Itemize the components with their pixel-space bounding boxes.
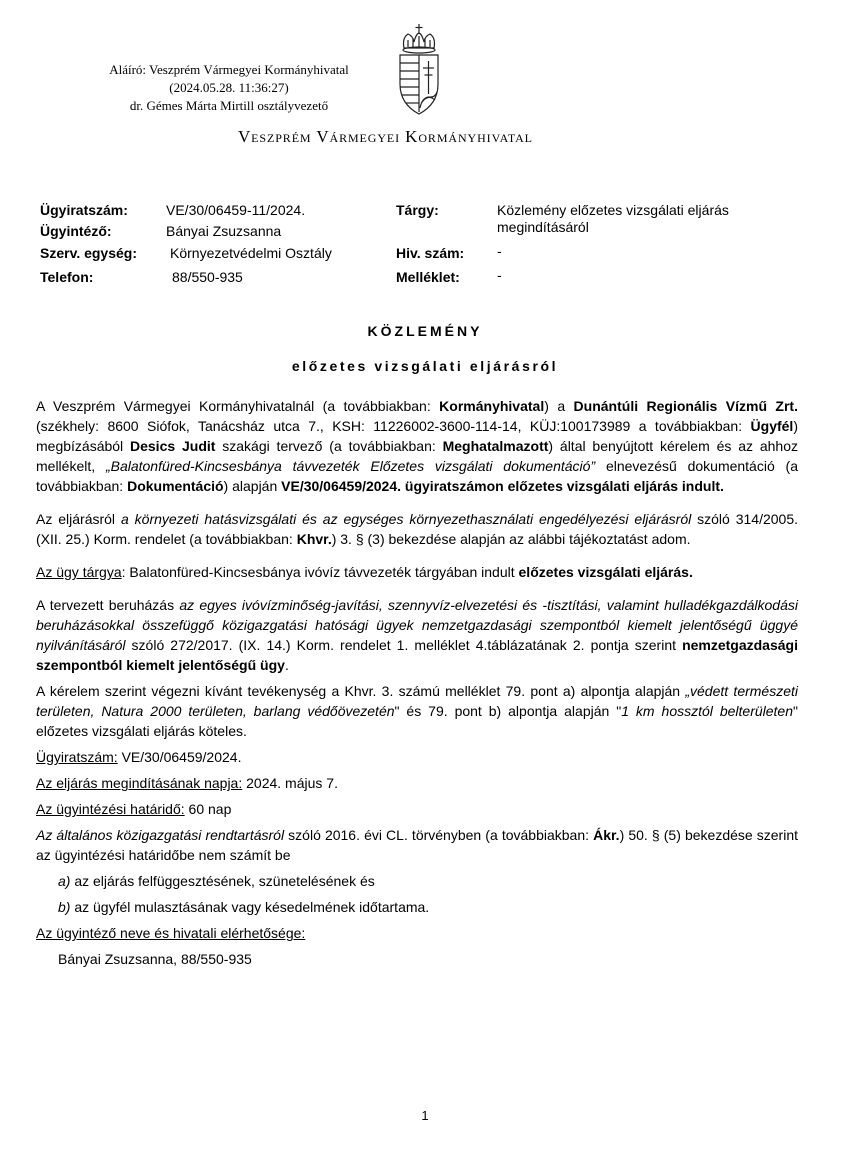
text-underlined: Az ügyintézési határidő: (36, 801, 185, 817)
text-bold: Dokumentáció (127, 478, 224, 494)
text-underlined: Az eljárás megindításának napja: (36, 775, 243, 791)
office-name-text: Veszprém Vármegyei Kormányhivatal (238, 127, 533, 146)
text-underlined: Az ügy tárgya (36, 564, 122, 580)
text-bold: Kormányhivatal (439, 398, 545, 414)
text: szóló 272/2017. (IX. 14.) Korm. rendelet 1. melléklet 4.táblázatának 2. pontja szerint (125, 637, 683, 653)
unit-value: Környezetvédelmi Osztály (170, 245, 332, 261)
list-marker: a) (58, 873, 71, 889)
page-number: 1 (421, 1108, 429, 1123)
unit-label: Szerv. egység: (40, 245, 138, 261)
text-bold: Meghatalmazott (442, 438, 549, 454)
text: elnevezésű dokumentáció (a továbbiakban: (36, 458, 799, 494)
text: ) 3. § (3) bekezdése alapján az alábbi tájékoztatást adom. (331, 531, 691, 547)
list-item (36, 897, 798, 917)
text-underlined: Ügyiratszám: (36, 749, 118, 765)
text: ) által benyújtott kérelem és az ahhoz mellékelt, (36, 438, 798, 474)
text-underlined: Az ügyintéző neve és hivatali elérhetősége: (36, 925, 306, 941)
text: A kérelem szerint végezni kívánt tevékenység a Khvr. 3. számú melléklet 79. pont a) alpontja alapján (36, 683, 686, 699)
text: szóló 2016. évi CL. törvényben (a továbbiakban: (284, 827, 594, 843)
document-body (36, 396, 798, 969)
contact-label-line (36, 923, 798, 943)
text: Bányai Zsuzsanna, 88/550-935 (58, 951, 252, 967)
text-bold: Ákr. (593, 827, 620, 843)
paragraph-subject (36, 562, 798, 582)
text: : Balatonfüred-Kincsesbánya ivóvíz távvezeték tárgyában indult (121, 564, 519, 580)
text: A tervezett beruházás (36, 597, 180, 613)
text-italic: a környezeti hatásvizsgálati és az egységes környezethasználati engedélyezési eljárásról (120, 511, 692, 527)
signer-line-1: Aláíró: Veszprém Vármegyei Kormányhivatal (109, 62, 349, 77)
officer-value: Bányai Zsuzsanna (166, 223, 282, 239)
text: 60 nap (184, 801, 232, 817)
text-bold: VE/30/06459/2024. ügyiratszámon előzetes vizsgálati eljárás indult. (281, 478, 724, 494)
text: " és 79. pont b) alpontja alapján " (394, 703, 622, 719)
text: (székhely: 8600 Siófok, Tanácsház utca 7., KSH: 11226002-3600-114-14, KÜJ:100173989 a továbbiakban: (36, 418, 751, 434)
text: ) 50. § (5) bekezdése szerint az ügyintézési határidőbe nem számít be (36, 827, 799, 863)
contact-value-line (36, 949, 798, 969)
list-marker: b) (58, 899, 71, 915)
text: ) alapján (223, 478, 282, 494)
text: " előzetes vizsgálati eljárás köteles. (36, 703, 798, 739)
text: az eljárás felfüggesztésének, szünetelésének és (70, 873, 375, 889)
phone-value: 88/550-935 (172, 269, 243, 285)
text: szakági tervező (a továbbiakban: (215, 438, 443, 454)
document-title: KÖZLEMÉNY (367, 323, 483, 339)
signer-timestamp: (2024.05.28. 11:36:27) (169, 80, 289, 95)
deadline-line (36, 799, 798, 819)
case-number-line (36, 747, 798, 767)
signer-name: dr. Gémes Márta Mirtill osztályvezető (129, 98, 329, 113)
phone-label: Telefon: (40, 269, 94, 285)
case-number-label: Ügyiratszám: (40, 202, 128, 218)
paragraph-akr (36, 825, 798, 865)
text: ) a (544, 398, 574, 414)
list-item (36, 871, 798, 891)
text-bold: Ügyfél (750, 418, 794, 434)
coat-of-arms-icon (396, 22, 442, 117)
paragraph-legal-basis (36, 509, 798, 549)
text-bold: Desics Judit (130, 438, 216, 454)
text-italic: 1 km hossztól belterületen (621, 703, 794, 719)
text: ) megbízásából (36, 418, 798, 454)
text-bold: Dunántúli Regionális Vízmű Zrt. (573, 398, 798, 414)
start-date-line (36, 773, 798, 793)
reference-label: Hiv. szám: (396, 245, 465, 261)
electronic-signature-block (64, 61, 394, 115)
subject-label: Tárgy: (396, 202, 439, 218)
text-bold: előzetes vizsgálati eljárás. (518, 564, 693, 580)
text-bold: nemzetgazdasági szempontból kiemelt jelentőségű ügy (36, 637, 798, 673)
paragraph-investment (36, 595, 798, 675)
paragraph-intro (36, 396, 798, 496)
text-italic: „Balatonfüred-Kincsesbánya távvezeték Előzetes vizsgálati dokumentáció” (105, 458, 596, 474)
text: Az eljárásról (36, 511, 121, 527)
officer-label: Ügyintéző: (40, 223, 112, 239)
case-number-value: VE/30/06459-11/2024. (166, 202, 306, 218)
text-italic: Az általános közigazgatási rendtartásról (36, 827, 285, 843)
reference-value: - (497, 243, 502, 259)
text: A Veszprém Vármegyei Kormányhivatalnál (a továbbiakban: (36, 398, 440, 414)
text: 2024. május 7. (242, 775, 338, 791)
attachment-label: Melléklet: (396, 269, 460, 285)
text: szóló 314/2005. (XII. 25.) Korm. rendelet (a továbbiakban: (36, 511, 799, 547)
office-name (238, 127, 533, 147)
attachment-value: - (497, 267, 502, 283)
text-italic: az egyes ivóvízminőség-javítási, szennyvíz-elvezetési és -tisztítási, valamint hulladékgazdálkodási beruházásokkal összefüggő közigazgatási hatósági ügyek nemzetgazdasági szempontból kiemelt jelentőségű üggyé nyilvánításáról (36, 597, 798, 653)
text-italic: „védett természeti területen, Natura 2000 területen, barlang védőövezetén (36, 683, 799, 719)
text: VE/30/06459/2024. (117, 749, 242, 765)
text: . (284, 657, 289, 673)
document-subtitle: előzetes vizsgálati eljárásról (291, 358, 559, 374)
text-bold: Khvr. (296, 531, 332, 547)
subject-value: Közlemény előzetes vizsgálati eljárás megindításáról (497, 202, 729, 235)
paragraph-activity (36, 681, 798, 741)
text: az ügyfél mulasztásának vagy késedelmének időtartama. (70, 899, 430, 915)
